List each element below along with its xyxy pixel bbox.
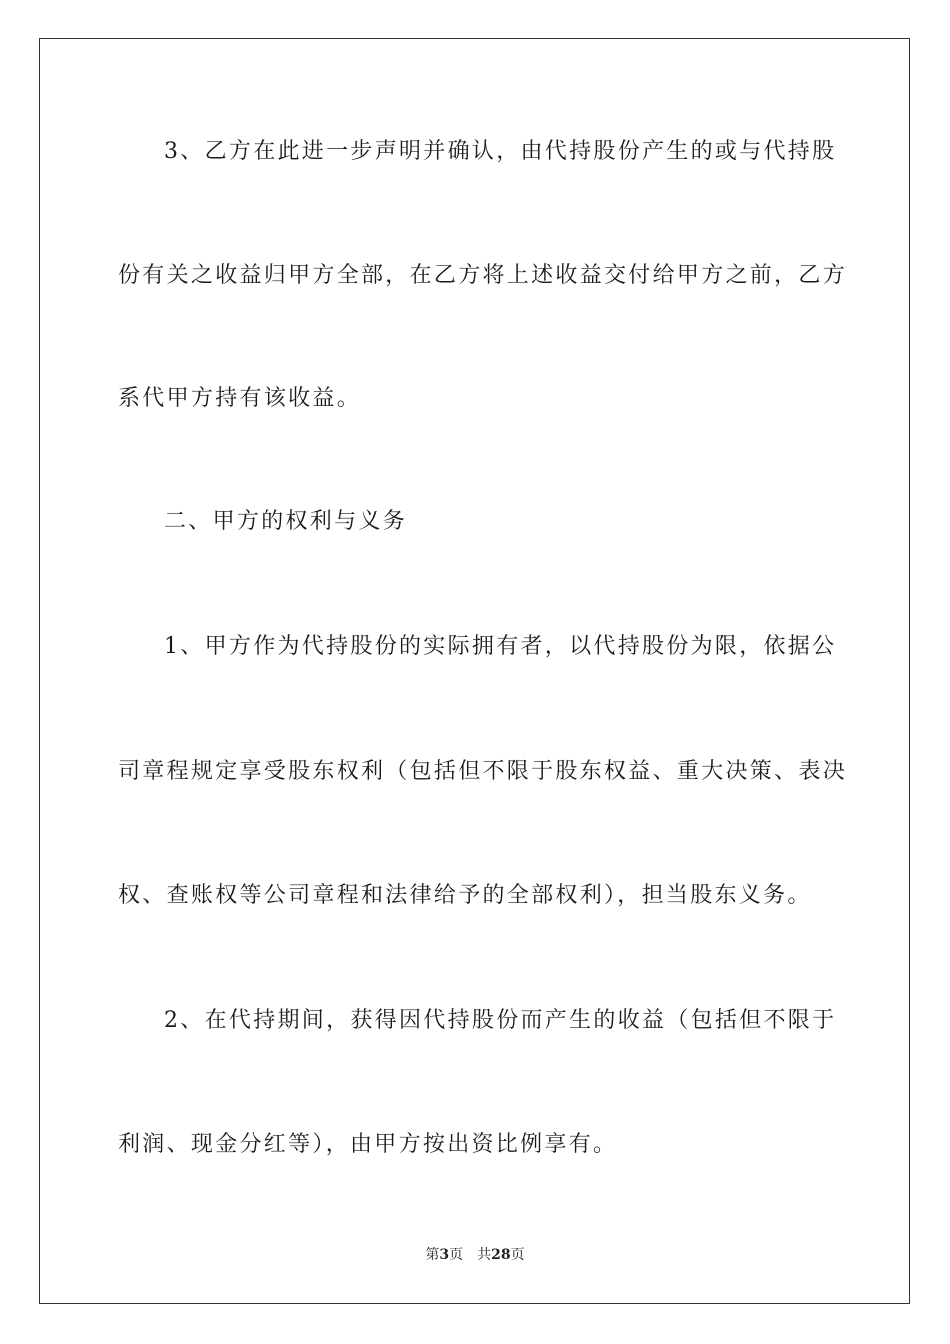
page-footer (0, 1246, 950, 1264)
paragraph-line: 利润、现金分红等），由甲方按出资比例享有。 (118, 1132, 618, 1157)
paragraph-line: 1、甲方作为代持股份的实际拥有者，以代持股份为限，依据公 (164, 634, 837, 659)
page-label-prefix: 第 (425, 1247, 440, 1263)
paragraph-line: 权、查账权等公司章程和法律给予的全部权利），担当股东义务。 (118, 883, 812, 908)
page-border (39, 38, 910, 1304)
section-heading: 二、甲方的权利与义务 (164, 509, 408, 534)
total-label-prefix: 共 (477, 1247, 492, 1263)
total-page-count: 28 (491, 1247, 511, 1263)
page-label-suffix: 页 (449, 1247, 464, 1263)
paragraph-line: 系代甲方持有该收益。 (118, 386, 362, 411)
total-label-suffix: 页 (510, 1247, 525, 1263)
paragraph-line: 2、在代持期间，获得因代持股份而产生的收益（包括但不限于 (164, 1008, 837, 1033)
paragraph-line: 司章程规定享受股东权利（包括但不限于股东权益、重大决策、表决 (118, 759, 848, 784)
paragraph-line: 份有关之收益归甲方全部，在乙方将上述收益交付给甲方之前，乙方 (118, 263, 848, 288)
paragraph-line: 3、乙方在此进一步声明并确认，由代持股份产生的或与代持股 (164, 139, 837, 164)
current-page-number: 3 (439, 1247, 450, 1263)
